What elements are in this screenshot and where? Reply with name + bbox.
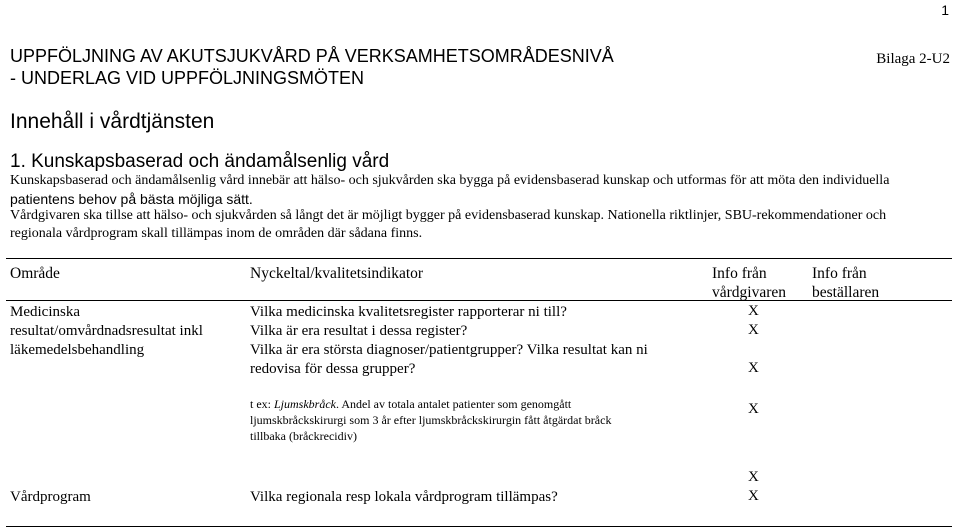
column-header-orderer-line1: Info från: [812, 265, 867, 282]
row1-mark-4: X: [748, 401, 759, 417]
paragraph-1-line-2: patientens behov på bästa möjliga sätt.: [10, 191, 253, 207]
attachment-label: Bilaga 2-U2: [876, 51, 950, 67]
row1-question-2: Vilka är era resultat i dessa register?: [250, 323, 468, 339]
document-subtitle: - UNDERLAG VID UPPFÖLJNINGSMÖTEN: [10, 68, 365, 88]
column-header-caregiver-line2: vårdgivaren: [712, 284, 787, 301]
column-header-orderer-line2: beställaren: [812, 284, 880, 301]
example-term: Ljumskbråck: [274, 397, 336, 411]
column-header-area: Område: [10, 265, 60, 282]
section-title: Innehåll i vårdtjänsten: [10, 110, 215, 133]
column-header-indicator: Nyckeltal/kvalitetsindikator: [250, 265, 424, 282]
row1-question-3-line2: redovisa för dessa grupper?: [250, 361, 416, 377]
column-header-caregiver-line1: Info från: [712, 265, 767, 282]
row1-example-line2: ljumskbråckskirurgi som 3 år efter ljumskbråckskirurgin fått åtgärdat bråck: [250, 413, 612, 427]
row1-area-line1: Medicinska: [10, 304, 80, 320]
row1-area-line3: läkemedelsbehandling: [10, 342, 145, 358]
row1-example-line1: [250, 396, 571, 412]
row1-mark-3: X: [748, 360, 759, 376]
table-header-border: [6, 300, 952, 301]
example-prefix: t ex:: [250, 397, 274, 411]
paragraph-2-line-2: regionala vårdprogram skall tillämpas inom de områden där sådana finns.: [10, 226, 423, 241]
subsection-heading: 1. Kunskapsbaserad och ändamålsenlig vård: [10, 151, 390, 172]
table-top-border: [6, 258, 952, 259]
row2-mark-1: X: [748, 469, 759, 485]
row1-mark-2: X: [748, 322, 759, 338]
row1-mark-1: X: [748, 303, 759, 319]
row1-question-3-line1: Vilka är era största diagnoser/patientgrupper? Vilka resultat kan ni: [250, 342, 648, 358]
row2-question-1: Vilka regionala resp lokala vårdprogram tillämpas?: [250, 489, 558, 505]
example-rest: . Andel av totala antalet patienter som genomgått: [336, 397, 572, 411]
paragraph-1-line-1: Kunskapsbaserad och ändamålsenlig vård innebär att hälso- och sjukvården ska bygga på evidensbaserad kunskap och utformas för att möta den individuella: [10, 173, 890, 188]
row1-area-line2: resultat/omvårdnadsresultat inkl: [10, 323, 203, 339]
row2-mark-2: X: [748, 488, 759, 504]
document-title: UPPFÖLJNING AV AKUTSJUKVÅRD PÅ VERKSAMHETSOMRÅDESNIVÅ: [10, 46, 614, 66]
row1-question-1: Vilka medicinska kvalitetsregister rapporterar ni till?: [250, 304, 567, 320]
row2-area: Vårdprogram: [10, 489, 91, 505]
paragraph-2-line-1: Vårdgivaren ska tillse att hälso- och sjukvården så långt det är möjligt bygger på evidensbaserad kunskap. Nationella riktlinjer, SBU-rekommendationer och: [10, 208, 887, 223]
page-number: 1: [941, 2, 949, 18]
row1-example-line3: tillbaka (bråckrecidiv): [250, 429, 357, 443]
table-bottom-border: [6, 526, 952, 527]
